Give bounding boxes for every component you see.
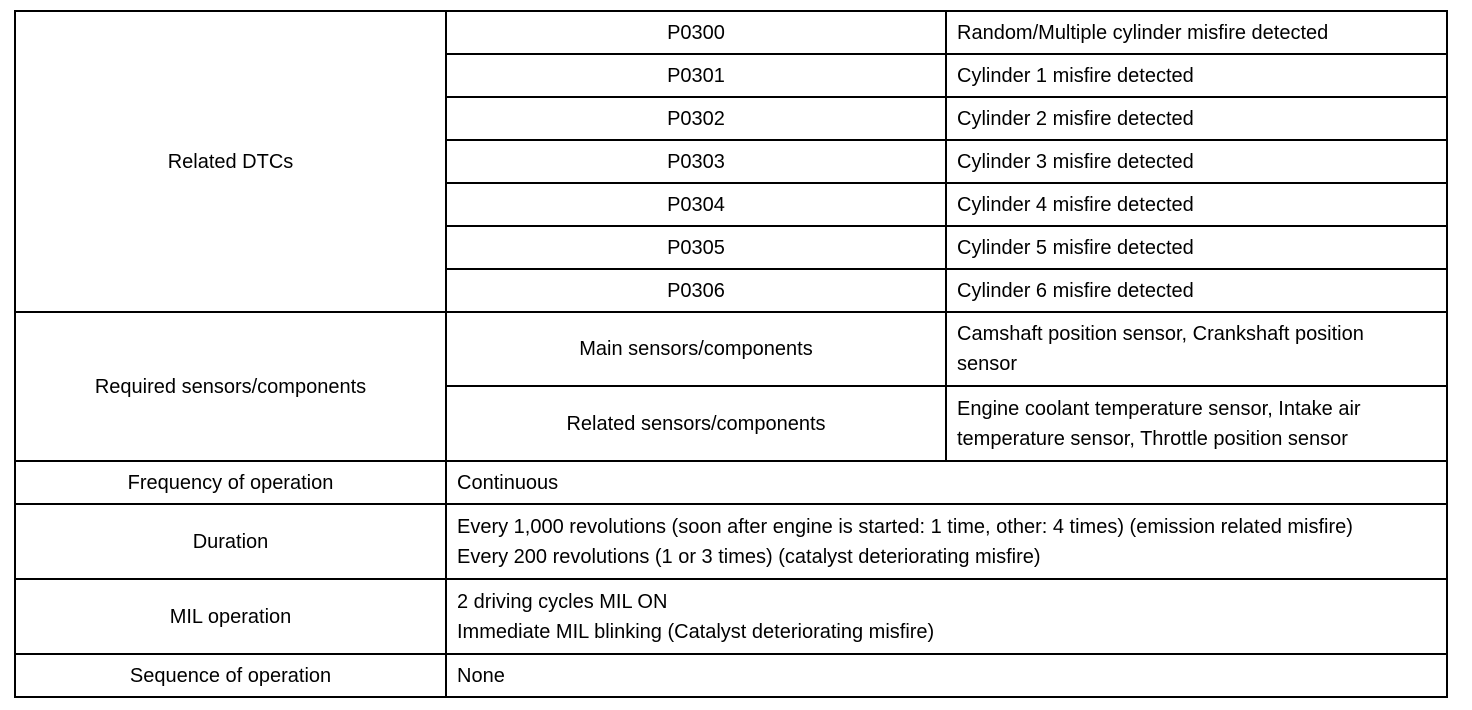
duration-value (446, 504, 1447, 579)
main-sensors-label: Main sensors/components (446, 312, 946, 386)
mil-operation-line: Immediate MIL blinking (Catalyst deteriorating misfire) (457, 620, 935, 643)
dtc-description: Cylinder 1 misfire detected (946, 54, 1447, 97)
related-sensors-label: Related sensors/components (446, 386, 946, 461)
table-row (15, 654, 1447, 697)
main-sensors-line: Camshaft position sensor, Crankshaft position (957, 323, 1364, 345)
dtc-code: P0304 (446, 183, 946, 226)
dtc-code: P0303 (446, 140, 946, 183)
duration-label: Duration (15, 504, 446, 579)
dtc-description: Random/Multiple cylinder misfire detected (946, 11, 1447, 54)
related-sensors-line: Engine coolant temperature sensor, Intake air (957, 397, 1361, 420)
frequency-label: Frequency of operation (15, 461, 446, 504)
related-sensors-line: temperature sensor, Throttle position sensor (957, 427, 1348, 450)
monitor-spec-table (14, 10, 1448, 698)
table-row (15, 579, 1447, 654)
dtc-description: Cylinder 3 misfire detected (946, 140, 1447, 183)
dtc-description: Cylinder 4 misfire detected (946, 183, 1447, 226)
mil-operation-label: MIL operation (15, 579, 446, 654)
mil-operation-value (446, 579, 1447, 654)
related-dtcs-label: Related DTCs (15, 11, 446, 312)
table-row (15, 11, 1447, 54)
table-row (15, 461, 1447, 504)
dtc-description: Cylinder 5 misfire detected (946, 226, 1447, 269)
dtc-code: P0306 (446, 269, 946, 312)
frequency-value: Continuous (446, 461, 1447, 504)
main-sensors-line: sensor (957, 353, 1018, 375)
dtc-description: Cylinder 6 misfire detected (946, 269, 1447, 312)
dtc-code: P0301 (446, 54, 946, 97)
dtc-code: P0305 (446, 226, 946, 269)
dtc-code: P0300 (446, 11, 946, 54)
table-row (15, 504, 1447, 579)
mil-operation-line: 2 driving cycles MIL ON (457, 590, 668, 613)
dtc-code: P0302 (446, 97, 946, 140)
dtc-description: Cylinder 2 misfire detected (946, 97, 1447, 140)
table-row (15, 312, 1447, 386)
main-sensors-value (946, 312, 1447, 386)
duration-line: Every 200 revolutions (1 or 3 times) (catalyst deteriorating misfire) (457, 545, 1041, 568)
required-sensors-label: Required sensors/components (15, 312, 446, 461)
sequence-value: None (446, 654, 1447, 697)
duration-line: Every 1,000 revolutions (soon after engine is started: 1 time, other: 4 times) (emission related misfire) (457, 515, 1353, 538)
sequence-label: Sequence of operation (15, 654, 446, 697)
related-sensors-value (946, 386, 1447, 461)
